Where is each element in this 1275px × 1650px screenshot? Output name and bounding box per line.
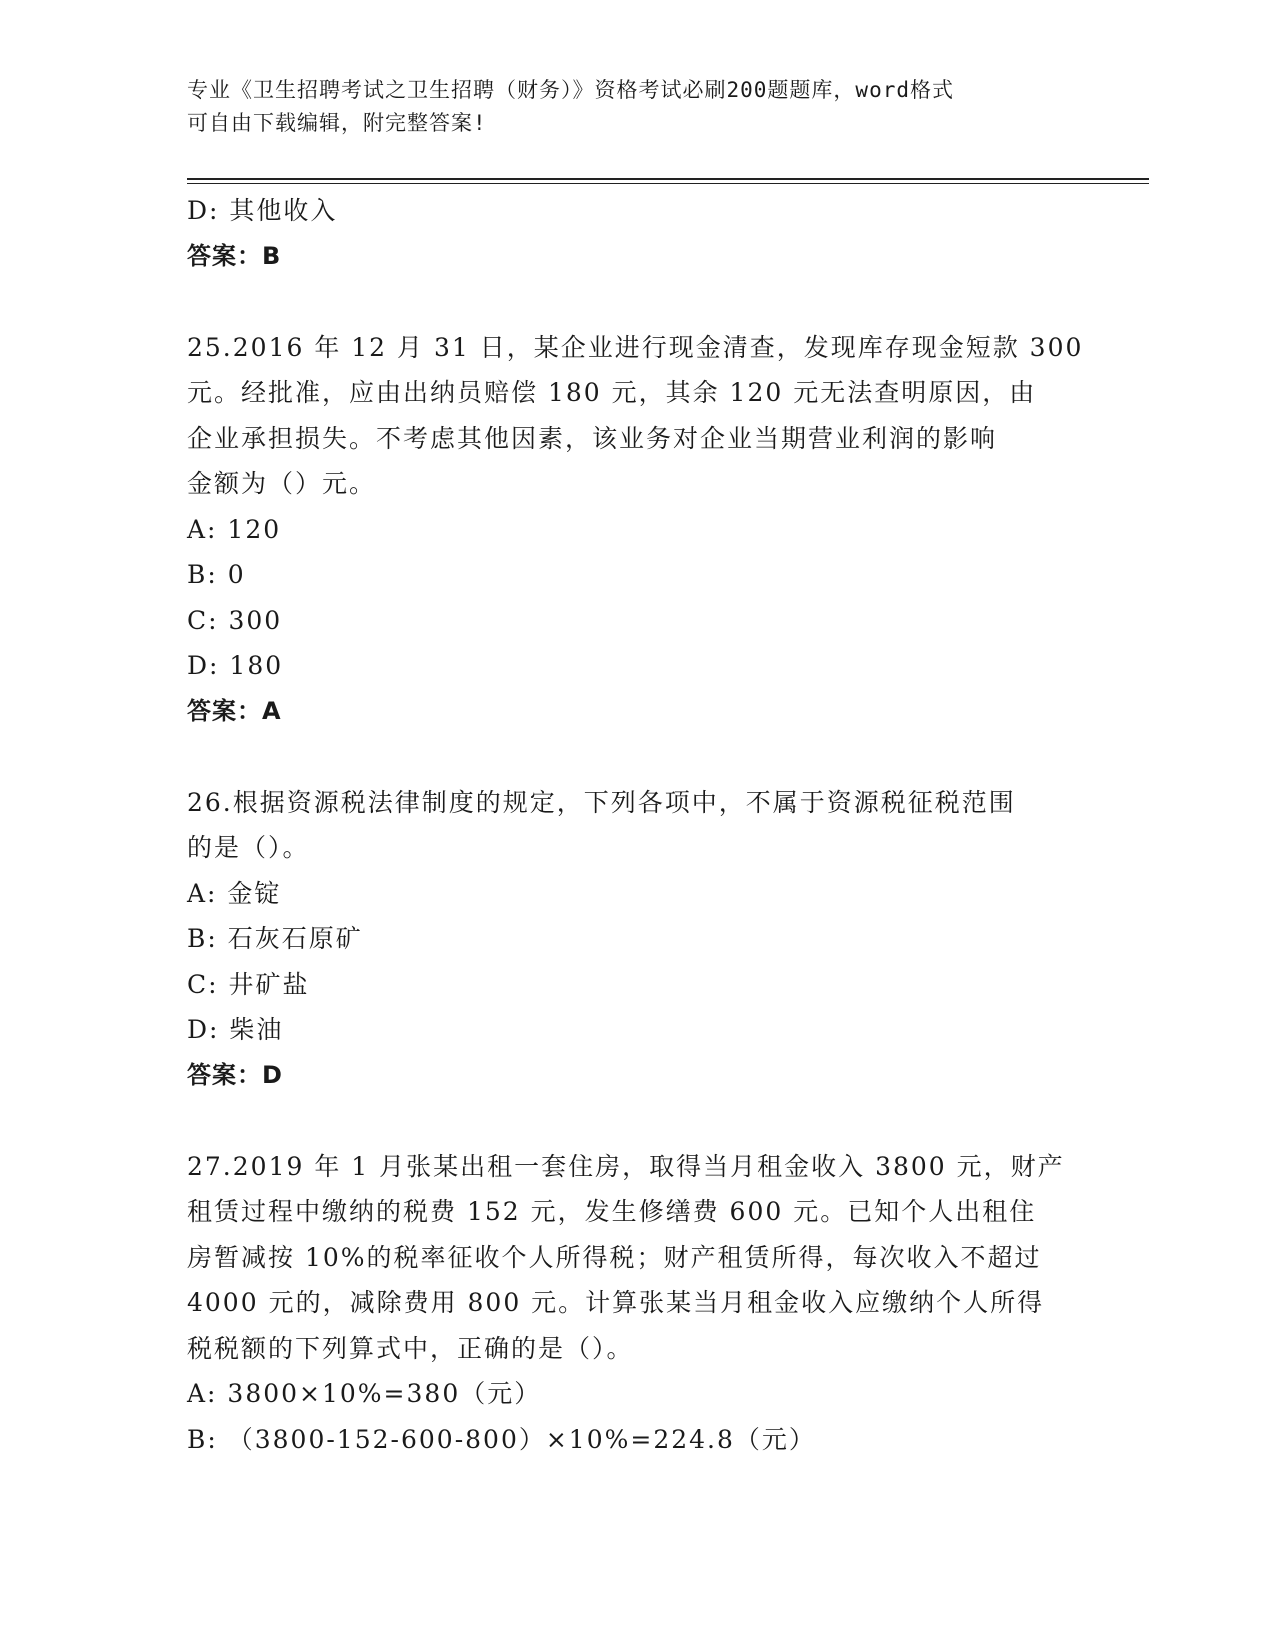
- header-rule-thick: [187, 178, 1149, 180]
- question-text-line: 26.根据资源税法律制度的规定，下列各项中，不属于资源税征税范围: [187, 787, 1016, 817]
- document-header: [187, 74, 1087, 140]
- header-line-2: 可自由下载编辑，附完整答案!: [187, 111, 487, 135]
- question-text-line: 税税额的下列算式中，正确的是（）。: [187, 1333, 634, 1363]
- question-26: [187, 780, 1087, 1099]
- question-text-line: 金额为（）元。: [187, 469, 377, 498]
- option-d: D: 柴油: [187, 1015, 284, 1044]
- spacer: [187, 734, 1087, 780]
- question-25: [187, 325, 1087, 735]
- question-text-line: 企业承担损失。不考虑其他因素，该业务对企业当期营业利润的影响: [187, 423, 998, 453]
- prev-option-d: D: 其他收入: [187, 196, 338, 225]
- spacer: [187, 1098, 1087, 1144]
- question-text-line: 房暂减按 10%的税率征收个人所得税；财产租赁所得，每次收入不超过: [187, 1242, 1042, 1272]
- header-line-1: 专业《卫生招聘考试之卫生招聘（财务）》资格考试必刷200题题库，word格式: [187, 78, 954, 102]
- question-text-line: 25.2016 年 12 月 31 日，某企业进行现金清查，发现库存现金短款 300: [187, 332, 1084, 362]
- header-rule-thin: [187, 183, 1149, 184]
- question-text-line: 元。经批准，应由出纳员赔偿 180 元，其余 120 元无法查明原因，由: [187, 378, 1037, 407]
- answer: 答案：A: [187, 696, 282, 725]
- option-a: A: 3800×10%=380（元）: [187, 1379, 542, 1408]
- option-b: B: （3800-152-600-800）×10%=224.8（元）: [187, 1424, 816, 1454]
- option-b: B: 0: [187, 560, 246, 589]
- option-a: A: 金锭: [187, 878, 282, 908]
- spacer: [187, 279, 1087, 325]
- question-text-line: 的是（）。: [187, 833, 310, 862]
- option-c: C: 井矿盐: [187, 969, 310, 999]
- question-text-line: 27.2019 年 1 月张某出租一套住房，取得当月租金收入 3800 元，财产: [187, 1151, 1065, 1181]
- question-text-line: 租赁过程中缴纳的税费 152 元，发生修缮费 600 元。已知个人出租住: [187, 1197, 1037, 1226]
- question-text-line: 4000 元的，减除费用 800 元。计算张某当月租金收入应缴纳个人所得: [187, 1288, 1045, 1317]
- answer: 答案：D: [187, 1060, 283, 1089]
- option-b: B: 石灰石原矿: [187, 924, 363, 953]
- question-content: [187, 188, 1087, 1462]
- prev-answer: 答案：B: [187, 241, 282, 270]
- option-a: A: 120: [187, 514, 282, 544]
- option-d: D: 180: [187, 651, 284, 680]
- option-c: C: 300: [187, 605, 283, 635]
- question-27: [187, 1144, 1087, 1463]
